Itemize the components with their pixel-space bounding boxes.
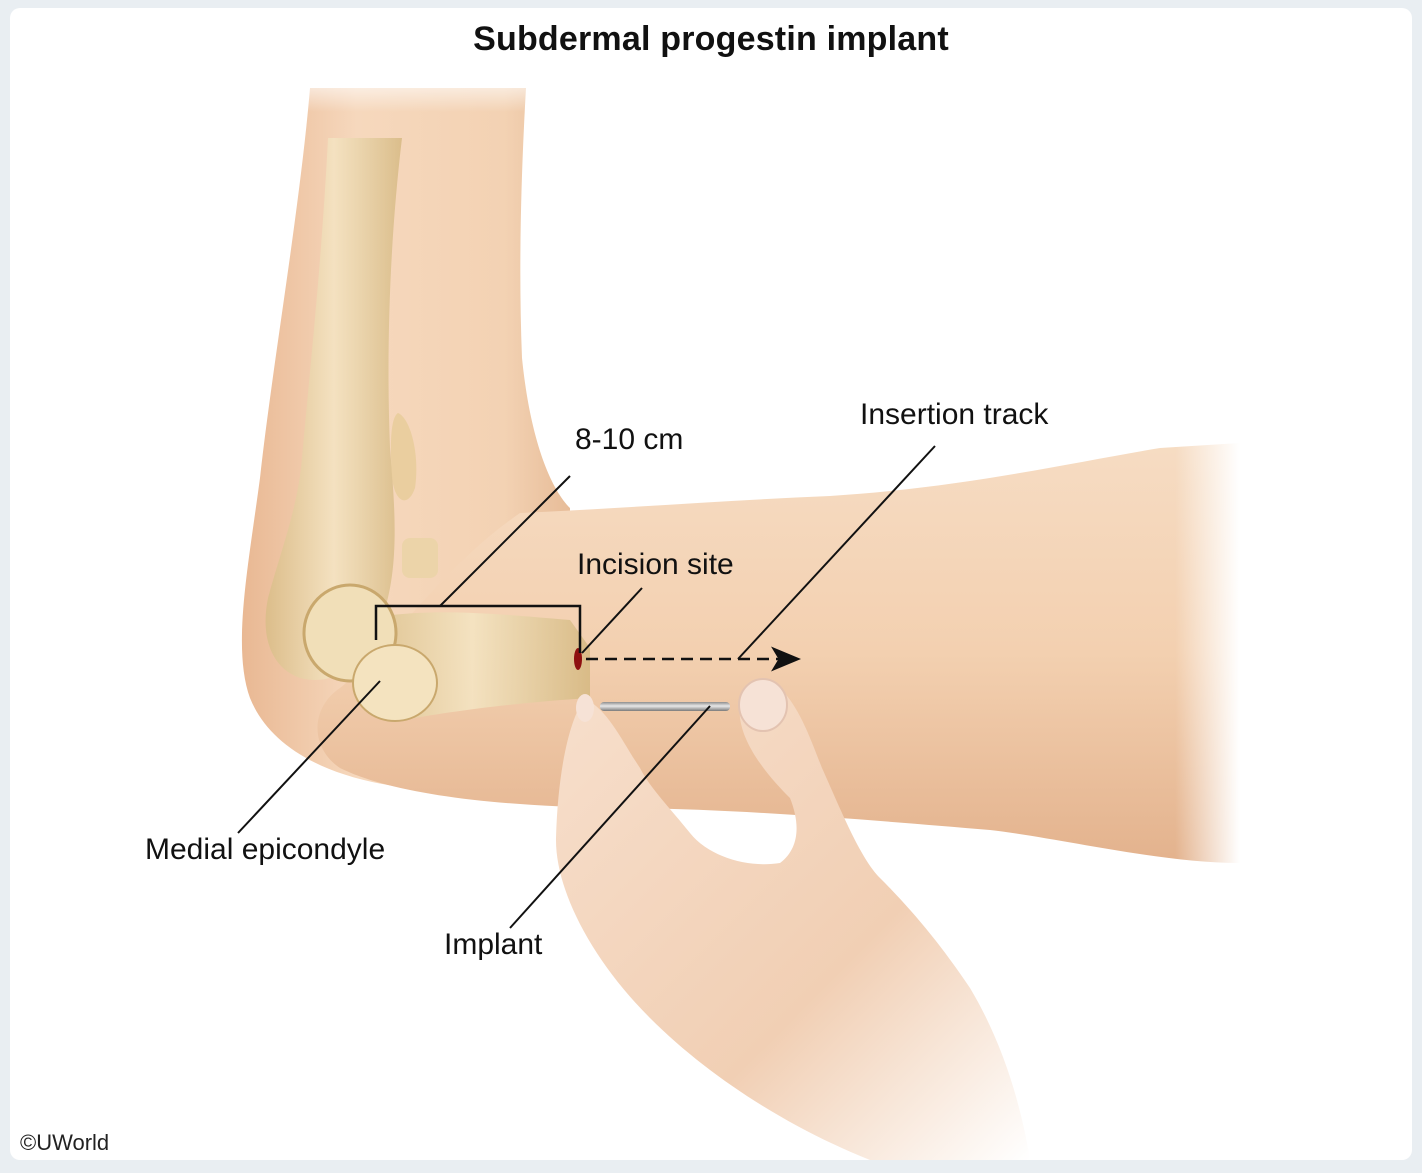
figure-frame	[10, 8, 1412, 1160]
copyright-notice: ©UWorld	[20, 1130, 110, 1155]
incision-site-label: Incision site	[577, 548, 734, 581]
medial-epicondyle-label: Medial epicondyle	[145, 833, 386, 866]
distance-label: 8-10 cm	[575, 423, 684, 456]
figure-title: Subdermal progestin implant	[473, 20, 949, 58]
insertion-track-label: Insertion track	[860, 398, 1049, 431]
implant-label: Implant	[444, 928, 543, 961]
thumbnail	[739, 679, 787, 731]
index-fingernail	[576, 694, 594, 722]
arm-illustration	[10, 8, 1412, 1160]
medial-epicondyle-bone	[353, 645, 437, 721]
